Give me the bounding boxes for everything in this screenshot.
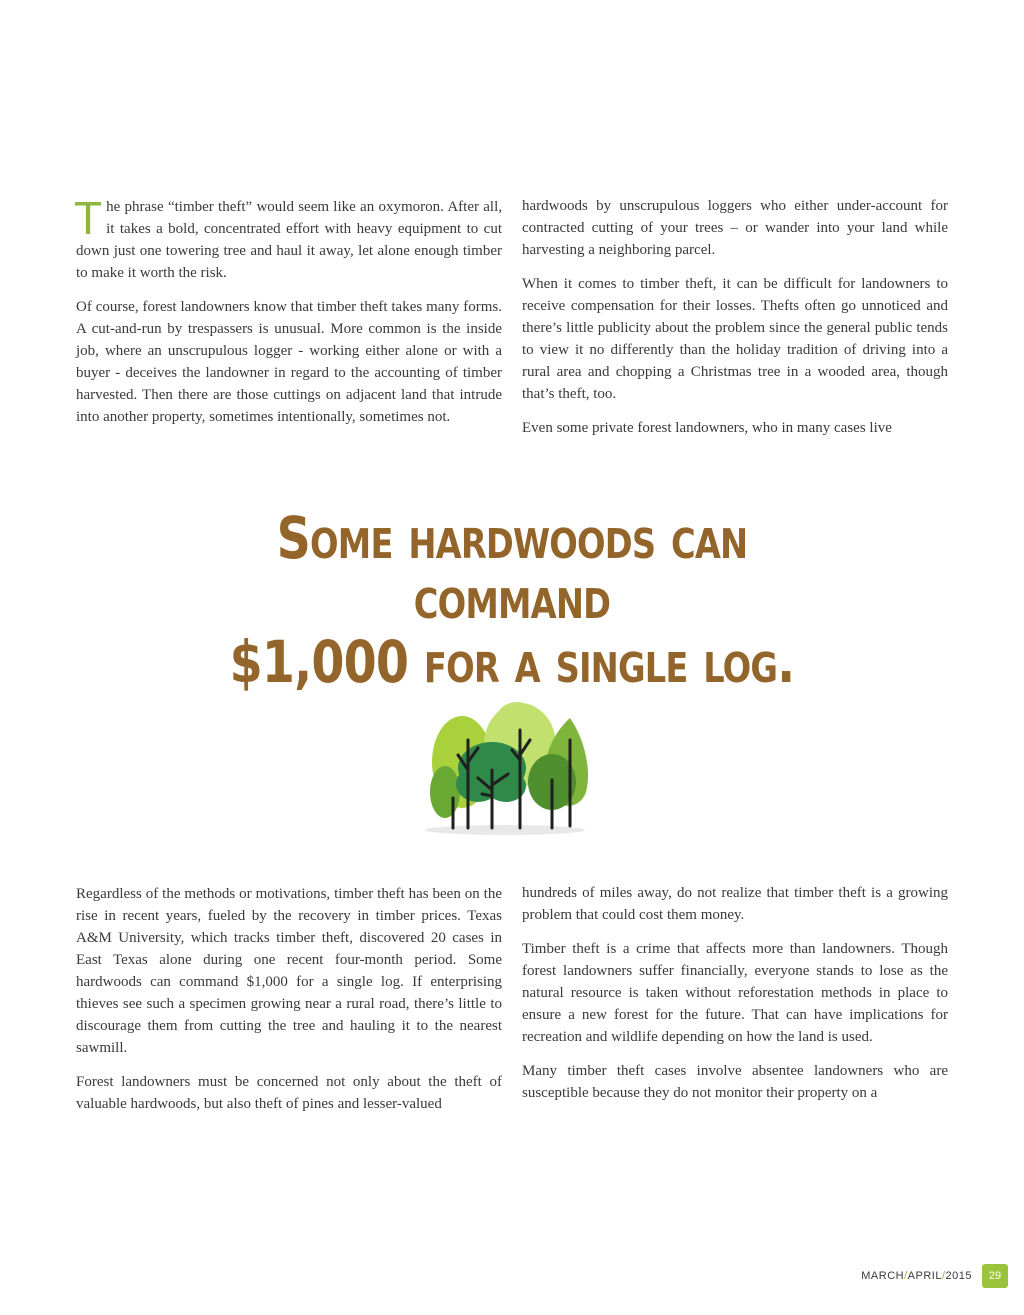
body-paragraph: Forest landowners must be concerned not only about the theft of valuable hardwoods, but also theft of pines and lesser-valued [76,1074,502,1112]
intro-paragraph-text: he phrase “timber theft” would seem like an oxymoron. After all, it takes a bold, concentrated effort with heavy equipment to cut down just one towering tree and haul it away, let alone enough timber to make it worth the risk. [76,199,502,281]
drop-cap: T [74,192,103,244]
pull-quote-line-2: $1,000 for a single log. [229,628,795,696]
footer-separator: / [941,1270,946,1282]
issue-date-footer [861,1270,972,1282]
footer-separator: / [904,1270,908,1282]
pull-quote [100,504,924,696]
footer-month-1: MARCH [861,1270,905,1282]
article-column-2 [522,195,948,451]
article-column-3 [76,883,502,1127]
body-paragraph: Timber theft is a crime that affects more than landowners. Though forest landowners suffer financially, everyone stands to lose as the natural resource is taken without reforestation methods in place to ensure a new forest for the future. That can have implications for recreation and wildlife depending on how the land is used. [522,941,948,1045]
article-column-1 [74,192,502,440]
tree-cluster-illustration [420,700,590,840]
body-paragraph: Even some private forest landowners, who in many cases live [522,420,892,436]
body-paragraph: Regardless of the methods or motivations, timber theft has been on the rise in recent years, fueled by the recovery in timber prices. Texas A&M University, which tracks timber theft, discovered 20 cases in East Texas alone during one recent four-month period. Some hardwoods can command $1,000 for a single log. If enterprising thieves see such a specimen growing near a rural road, there’s little to discourage them from cutting the tree and hauling it to the nearest sawmill. [76,886,502,1056]
page-number: 29 [982,1264,1008,1288]
article-column-4 [522,882,948,1116]
body-paragraph: hardwoods by unscrupulous loggers who either under-account for contracted cutting of your trees – or wander into your land while harvesting a neighboring parcel. [522,198,948,258]
body-paragraph: hundreds of miles away, do not realize that timber theft is a growing problem that could cost them money. [522,885,948,923]
body-paragraph: Of course, forest landowners know that timber theft takes many forms. A cut-and-run by trespassers is unusual. More common is the inside job, where an unscrupulous logger - working either alone or with a buyer - deceives the landowner in regard to the accounting of timber harvested. Then there are those cuttings on adjacent land that intrude into another property, sometimes intentionally, sometimes not. [76,299,502,425]
body-paragraph: When it comes to timber theft, it can be difficult for landowners to receive compensation for their losses. Thefts often go unnoticed and there’s little publicity about the problem since the general public tends to view it no differently than the holiday tradition of driving into a rural area and chopping a Christmas tree in a wooded area, though that’s theft, too. [522,276,948,402]
intro-paragraph [74,192,502,284]
body-paragraph: Many timber theft cases involve absentee landowners who are susceptible because they do not monitor their property on a [522,1063,948,1101]
footer-year: 2015 [945,1270,972,1282]
pull-quote-line-1: Some hardwoods can command [276,504,748,632]
footer-month-2: APRIL [907,1270,942,1282]
